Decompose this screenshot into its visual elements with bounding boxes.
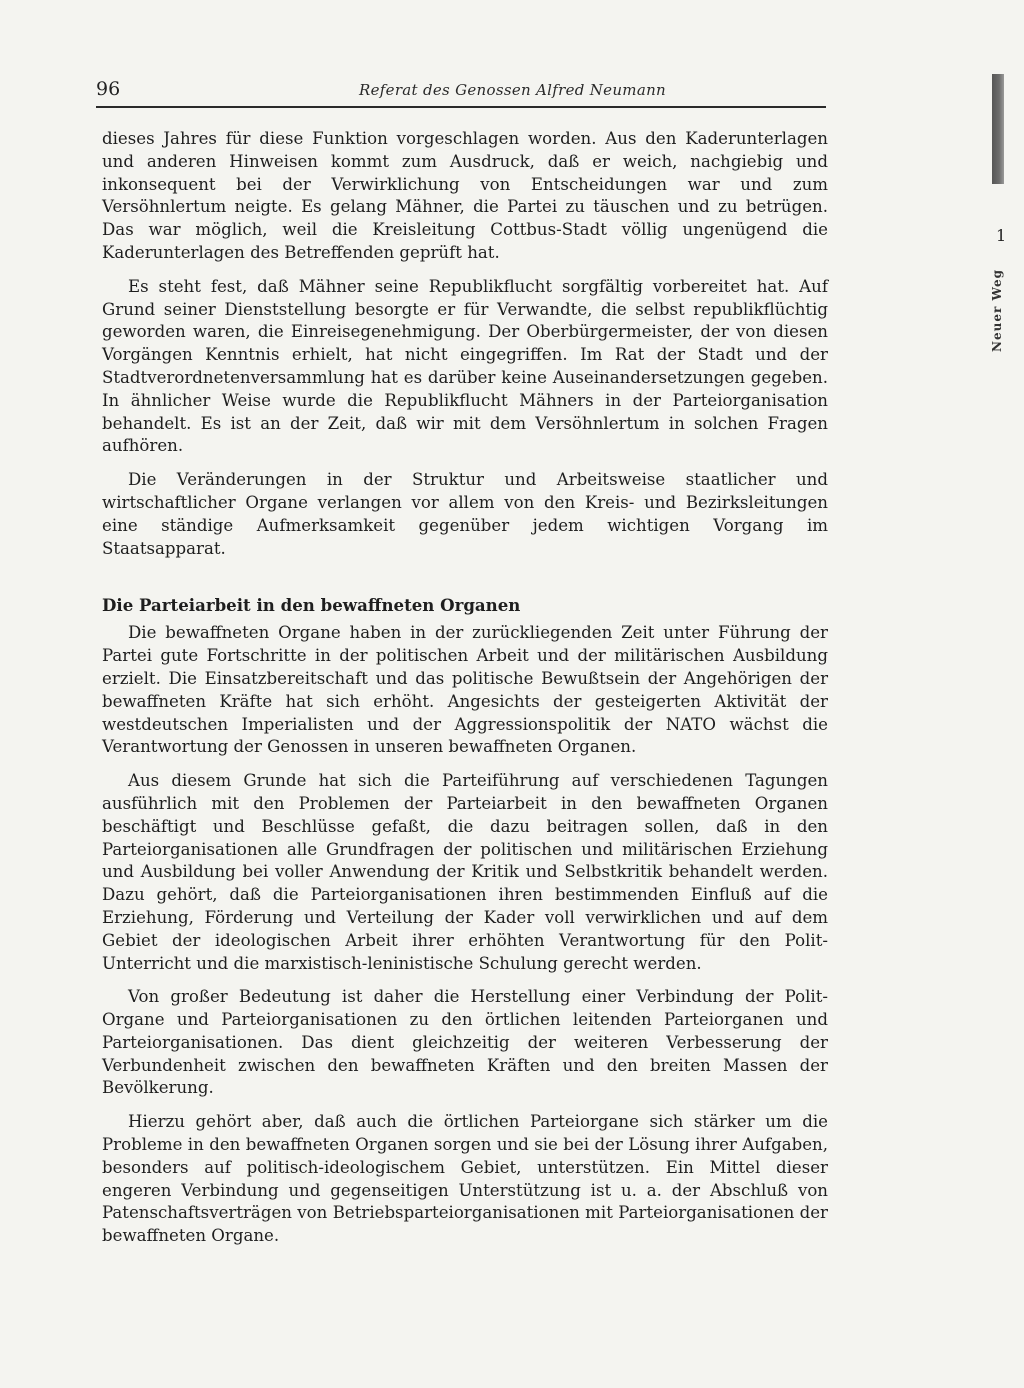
paragraph-2: Es steht fest, daß Mähner seine Republikflucht sorgfältig vorbereitet hat. Auf Grund seiner Dienststellung besorgte er für Verwandte, die selbst republikflüchtig geworden waren, die Einreisegenehmigung. Der Oberbürgermeister, der von diesen Vorgängen Kenntnis erhielt, hat nicht eingegriffen. Im Rat der Stadt und der Stadtverordnetenversammlung hat es darüber keine Auseinandersetzungen gegeben. In ähnlicher Weise wurde die Republikflucht Mähners in der Parteiorganisation behandelt. Es ist an der Zeit, daß wir mit dem Versöhnlertum in solchen Fragen aufhören.	[102, 276, 828, 456]
page-number: 96	[96, 78, 121, 100]
section-heading: Die Parteiarbeit in den bewaffneten Organen	[102, 595, 521, 616]
running-head: Referat des Genossen Alfred Neumann	[359, 81, 666, 99]
page-header	[96, 74, 826, 108]
margin-vertical-text: Neuer Weg	[990, 269, 1004, 352]
body-text	[102, 128, 828, 1259]
paragraph-1: dieses Jahres für diese Funktion vorgeschlagen worden. Aus den Kaderunterlagen und anderen Hinweisen kommt zum Ausdruck, daß er weich, nachgiebig und inkonsequent bei der Verwirklichung von Entscheidungen war und zum Versöhnlertum neigte. Es gelang Mähner, die Partei zu täuschen und zu betrügen. Das war möglich, weil die Kreisleitung Cottbus-Stadt völlig ungenügend die Kaderunterlagen des Betreffenden geprüft hat.	[102, 129, 828, 262]
scan-edge-bar	[992, 74, 1004, 184]
paragraph-4: Die bewaffneten Organe haben in der zurückliegenden Zeit unter Führung der Partei gute Fortschritte in der politischen Arbeit und der militärischen Ausbildung erzielt. Die Einsatzbereitschaft und das politische Bewußtsein der Angehörigen der bewaffneten Kräfte hat sich erhöht. Angesichts der gesteigerten Aktivität der westdeutschen Imperialisten und der Aggressionspolitik der NATO wächst die Verantwortung der Genossen in unseren bewaffneten Organen.	[102, 623, 828, 757]
paragraph-5: Aus diesem Grunde hat sich die Parteiführung auf verschiedenen Tagungen ausführlich mit den Problemen der Parteiarbeit in den bewaffneten Organen beschäftigt und Beschlüsse gefaßt, die dazu beitragen sollen, daß in den Parteiorganisationen alle Grundfragen der politischen und militärischen Erziehung und Ausbildung bei voller Anwendung der Kritik und Selbstkritik behandelt werden. Dazu gehört, daß die Parteiorganisationen ihren bestimmenden Einfluß auf die Erziehung, Förderung und Verteilung der Kader voll verwirklichen und auf dem Gebiet der ideologischen Arbeit ihrer erhöhten Verantwortung für den Polit-Unterricht und die marxistisch-leninistische Schulung gerecht werden.	[102, 771, 828, 973]
paragraph-7: Hierzu gehört aber, daß auch die örtlichen Parteiorgane sich stärker um die Probleme in den bewaffneten Organen sorgen und sie bei der Lösung ihrer Aufgaben, besonders auf politisch-ideologischem Gebiet, unterstützen. Ein Mittel dieser engeren Verbindung und gegenseitigen Unterstützung ist u. a. der Abschluß von Patenschaftsverträgen von Betriebsparteiorganisationen mit Parteiorganisationen der bewaffneten Organe.	[102, 1112, 828, 1246]
margin-mark: 1	[996, 226, 1007, 245]
paragraph-6: Von großer Bedeutung ist daher die Herstellung einer Verbindung der Polit-Organe und Parteiorganisationen zu den örtlichen leitenden Parteiorganen und Parteiorganisationen. Das dient gleichzeitig der weiteren Verbesserung der Verbundenheit zwischen den bewaffneten Kräften und den breiten Massen der Bevölkerung.	[102, 987, 828, 1098]
paragraph-3: Die Veränderungen in der Struktur und Arbeitsweise staatlicher und wirtschaftlicher Organe verlangen vor allem von den Kreis- und Bezirksleitungen eine ständige Aufmerksamkeit gegenüber jedem wichtigen Vorgang im Staatsapparat.	[102, 470, 828, 558]
